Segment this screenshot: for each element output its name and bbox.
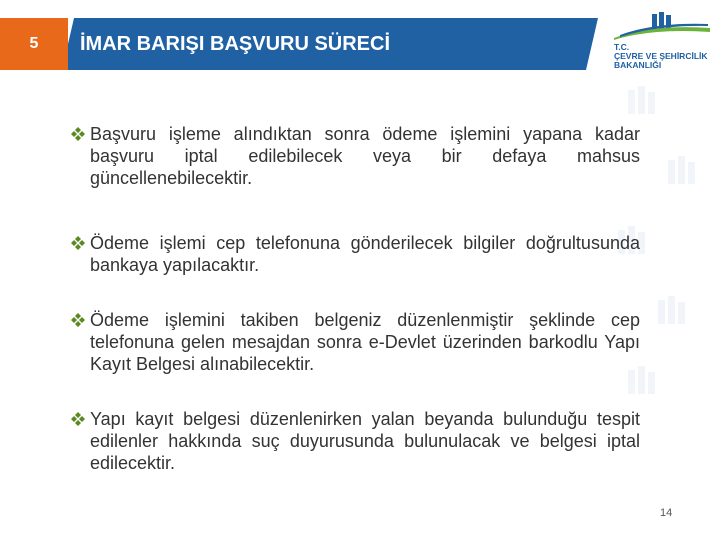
bullet-text: Ödeme işlemi cep telefonuna gönderilecek bilgiler doğrultusunda bankaya yapılacaktır. (90, 233, 640, 275)
bullet-text: Başvuru işleme alındıktan sonra ödeme işlemini yapana kadar başvuru iptal edilebilecek veya bir defaya mahsus güncellenebilecektir. (90, 124, 640, 188)
ministry-logo-icon (612, 12, 712, 42)
list-item (70, 123, 640, 189)
diamond-bullet-icon (70, 312, 86, 328)
logo-line-2: ÇEVRE VE ŞEHİRCİLİK (614, 51, 708, 61)
diamond-bullet-icon (70, 235, 86, 251)
ministry-logo (612, 12, 712, 76)
slide-title: İMAR BARIŞI BAŞVURU SÜRECİ (80, 33, 391, 55)
list-item (70, 232, 640, 276)
logo-line-3: BAKANLIĞI (614, 60, 662, 70)
bullet-text: Yapı kayıt belgesi düzenlenirken yalan beyanda bulunduğu tespit edilenler hakkında suç duyurusunda bulunulacak ve belgesi iptal edilecektir. (90, 409, 640, 473)
slide-number: 5 (29, 35, 39, 52)
diamond-bullet-icon (70, 126, 86, 142)
diamond-bullet-icon (70, 411, 86, 427)
list-item (70, 408, 640, 474)
header-band (0, 18, 598, 70)
page-number: 14 (660, 507, 673, 519)
logo-line-1: T.C. (614, 42, 630, 52)
bullet-text: Ödeme işlemini takiben belgeniz düzenlenmiştir şeklinde cep telefonuna gelen mesajdan sonra e-Devlet üzerinden barkodlu Yapı Kayıt Belgesi alınabilecektir. (90, 310, 640, 374)
list-item (70, 309, 640, 375)
